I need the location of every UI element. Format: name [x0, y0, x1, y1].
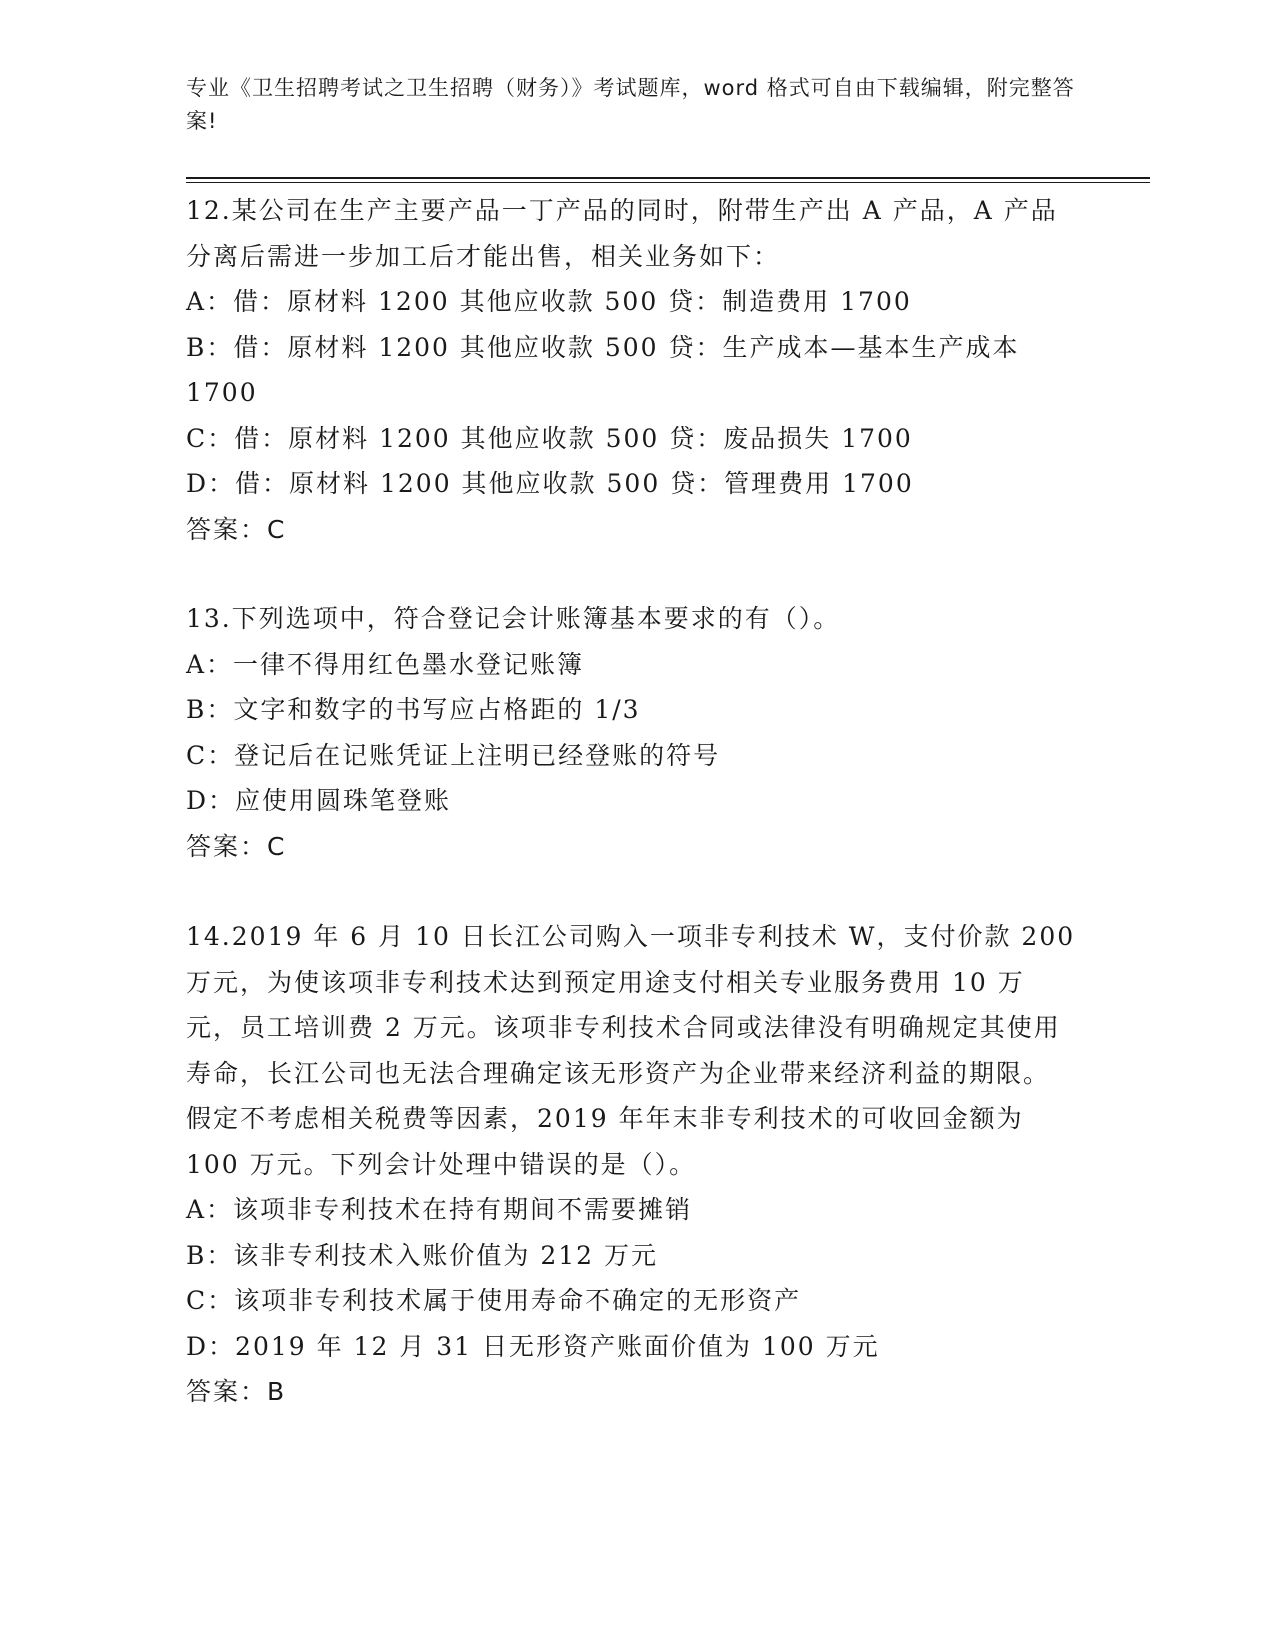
option-c: C：登记后在记账凭证上注明已经登账的符号	[186, 740, 721, 770]
option-a: A：该项非专利技术在持有期间不需要摊销	[186, 1195, 693, 1224]
option-d: D：2019 年 12 月 31 日无形资产账面价值为 100 万元	[186, 1331, 880, 1361]
option-c: C：该项非专利技术属于使用寿命不确定的无形资产	[186, 1286, 802, 1315]
question-14	[186, 914, 1076, 1415]
question-12	[186, 188, 1076, 552]
header-divider-thick	[186, 177, 1150, 179]
option-b: B：借：原材料 1200 其他应收款 500 贷：生产成本—基本生产成本 1700	[186, 332, 1020, 407]
document-header	[186, 72, 1076, 138]
answer-line: 答案：B	[186, 1377, 287, 1406]
option-b: B：该非专利技术入账价值为 212 万元	[186, 1240, 658, 1270]
question-stem: 14.2019 年 6 月 10 日长江公司购入一项非专利技术 W，支付价款 200 万元，为使该项非专利技术达到预定用途支付相关专业服务费用 10 万元，员工培训费 2 万元。该项非专利技术合同或法律没有明确规定其使用寿命，长江公司也无法合理确定该无形资产为企业带来经济利益的期限。假定不考虑相关税费等因素，2019 年年末非专利技术的可收回金额为 100 万元。下列会计处理中错误的是（）。	[186, 922, 1076, 1179]
question-stem: 12.某公司在生产主要产品一丁产品的同时，附带生产出 A 产品，A 产品分离后需进一步加工后才能出售，相关业务如下：	[186, 196, 1058, 271]
option-a: A：一律不得用红色墨水登记账簿	[186, 649, 585, 679]
question-stem: 13.下列选项中，符合登记会计账簿基本要求的有（）。	[186, 604, 841, 633]
option-a: A：借：原材料 1200 其他应收款 500 贷：制造费用 1700	[186, 287, 912, 316]
option-c: C：借：原材料 1200 其他应收款 500 贷：废品损失 1700	[186, 423, 913, 453]
answer-line: 答案：C	[186, 514, 287, 544]
header-divider-thin	[186, 182, 1150, 183]
question-13	[186, 596, 1076, 869]
header-text: 专业《卫生招聘考试之卫生招聘（财务）》考试题库，word 格式可自由下载编辑，附完整答案!	[186, 76, 1075, 133]
option-d: D：借：原材料 1200 其他应收款 500 贷：管理费用 1700	[186, 469, 914, 498]
option-d: D：应使用圆珠笔登账	[186, 786, 452, 815]
option-b: B：文字和数字的书写应占格距的 1/3	[186, 695, 641, 724]
answer-line: 答案：C	[186, 831, 287, 861]
